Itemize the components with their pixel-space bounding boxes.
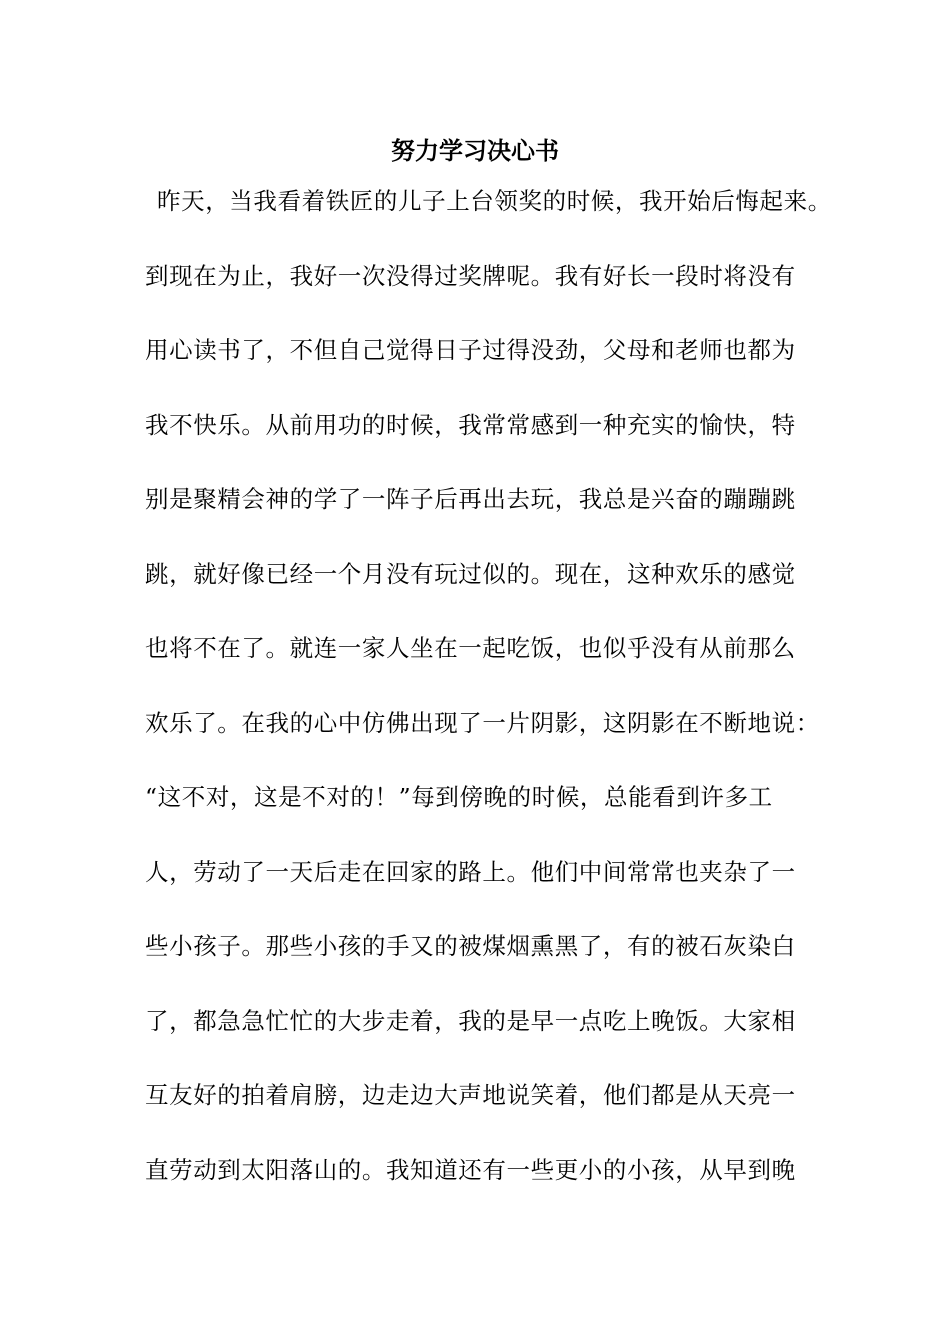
body-line: 互友好的拍着肩膀，边走边大声地说笑着，他们都是从天亮一 [145,1081,796,1109]
body-line: 也将不在了。就连一家人坐在一起吃饭，也似乎没有从前那么 [145,634,796,662]
body-line: 跳，就好像已经一个月没有玩过似的。现在，这种欢乐的感觉 [145,559,796,588]
body-line: 些小孩子。那些小孩的手又的被煤烟熏黑了，有的被石灰染白 [145,932,796,960]
body-line: 了，都急急忙忙的大步走着，我的是早一点吃上晚饭。大家相 [145,1006,796,1035]
body-line: “这不对，这是不对的！”每到傍晚的时候，总能看到许多工 [145,783,773,811]
body-line: 我不快乐。从前用功的时候，我常常感到一种充实的愉快，特 [145,410,796,439]
body-line: 昨天，当我看着铁匠的儿子上台领奖的时候，我开始后悔起来。 [157,187,832,215]
body-line: 欢乐了。在我的心中仿佛出现了一片阴影，这阴影在不断地说： [145,708,820,737]
body-line: 直劳动到太阳落山的。我知道还有一些更小的小孩，从早到晚 [145,1155,796,1184]
body-line: 人，劳动了一天后走在回家的路上。他们中间常常也夹杂了一 [145,857,796,886]
body-line: 到现在为止，我好一次没得过奖牌呢。我有好长一段时将没有 [145,261,796,290]
body-line: 用心读书了，不但自己觉得日子过得没劲，父母和老师也都为 [145,336,796,364]
document-body [145,183,832,1226]
body-line: 别是聚精会神的学了一阵子后再出去玩，我总是兴奋的蹦蹦跳 [145,485,796,513]
document-title: 努力学习决心书 [391,136,559,165]
